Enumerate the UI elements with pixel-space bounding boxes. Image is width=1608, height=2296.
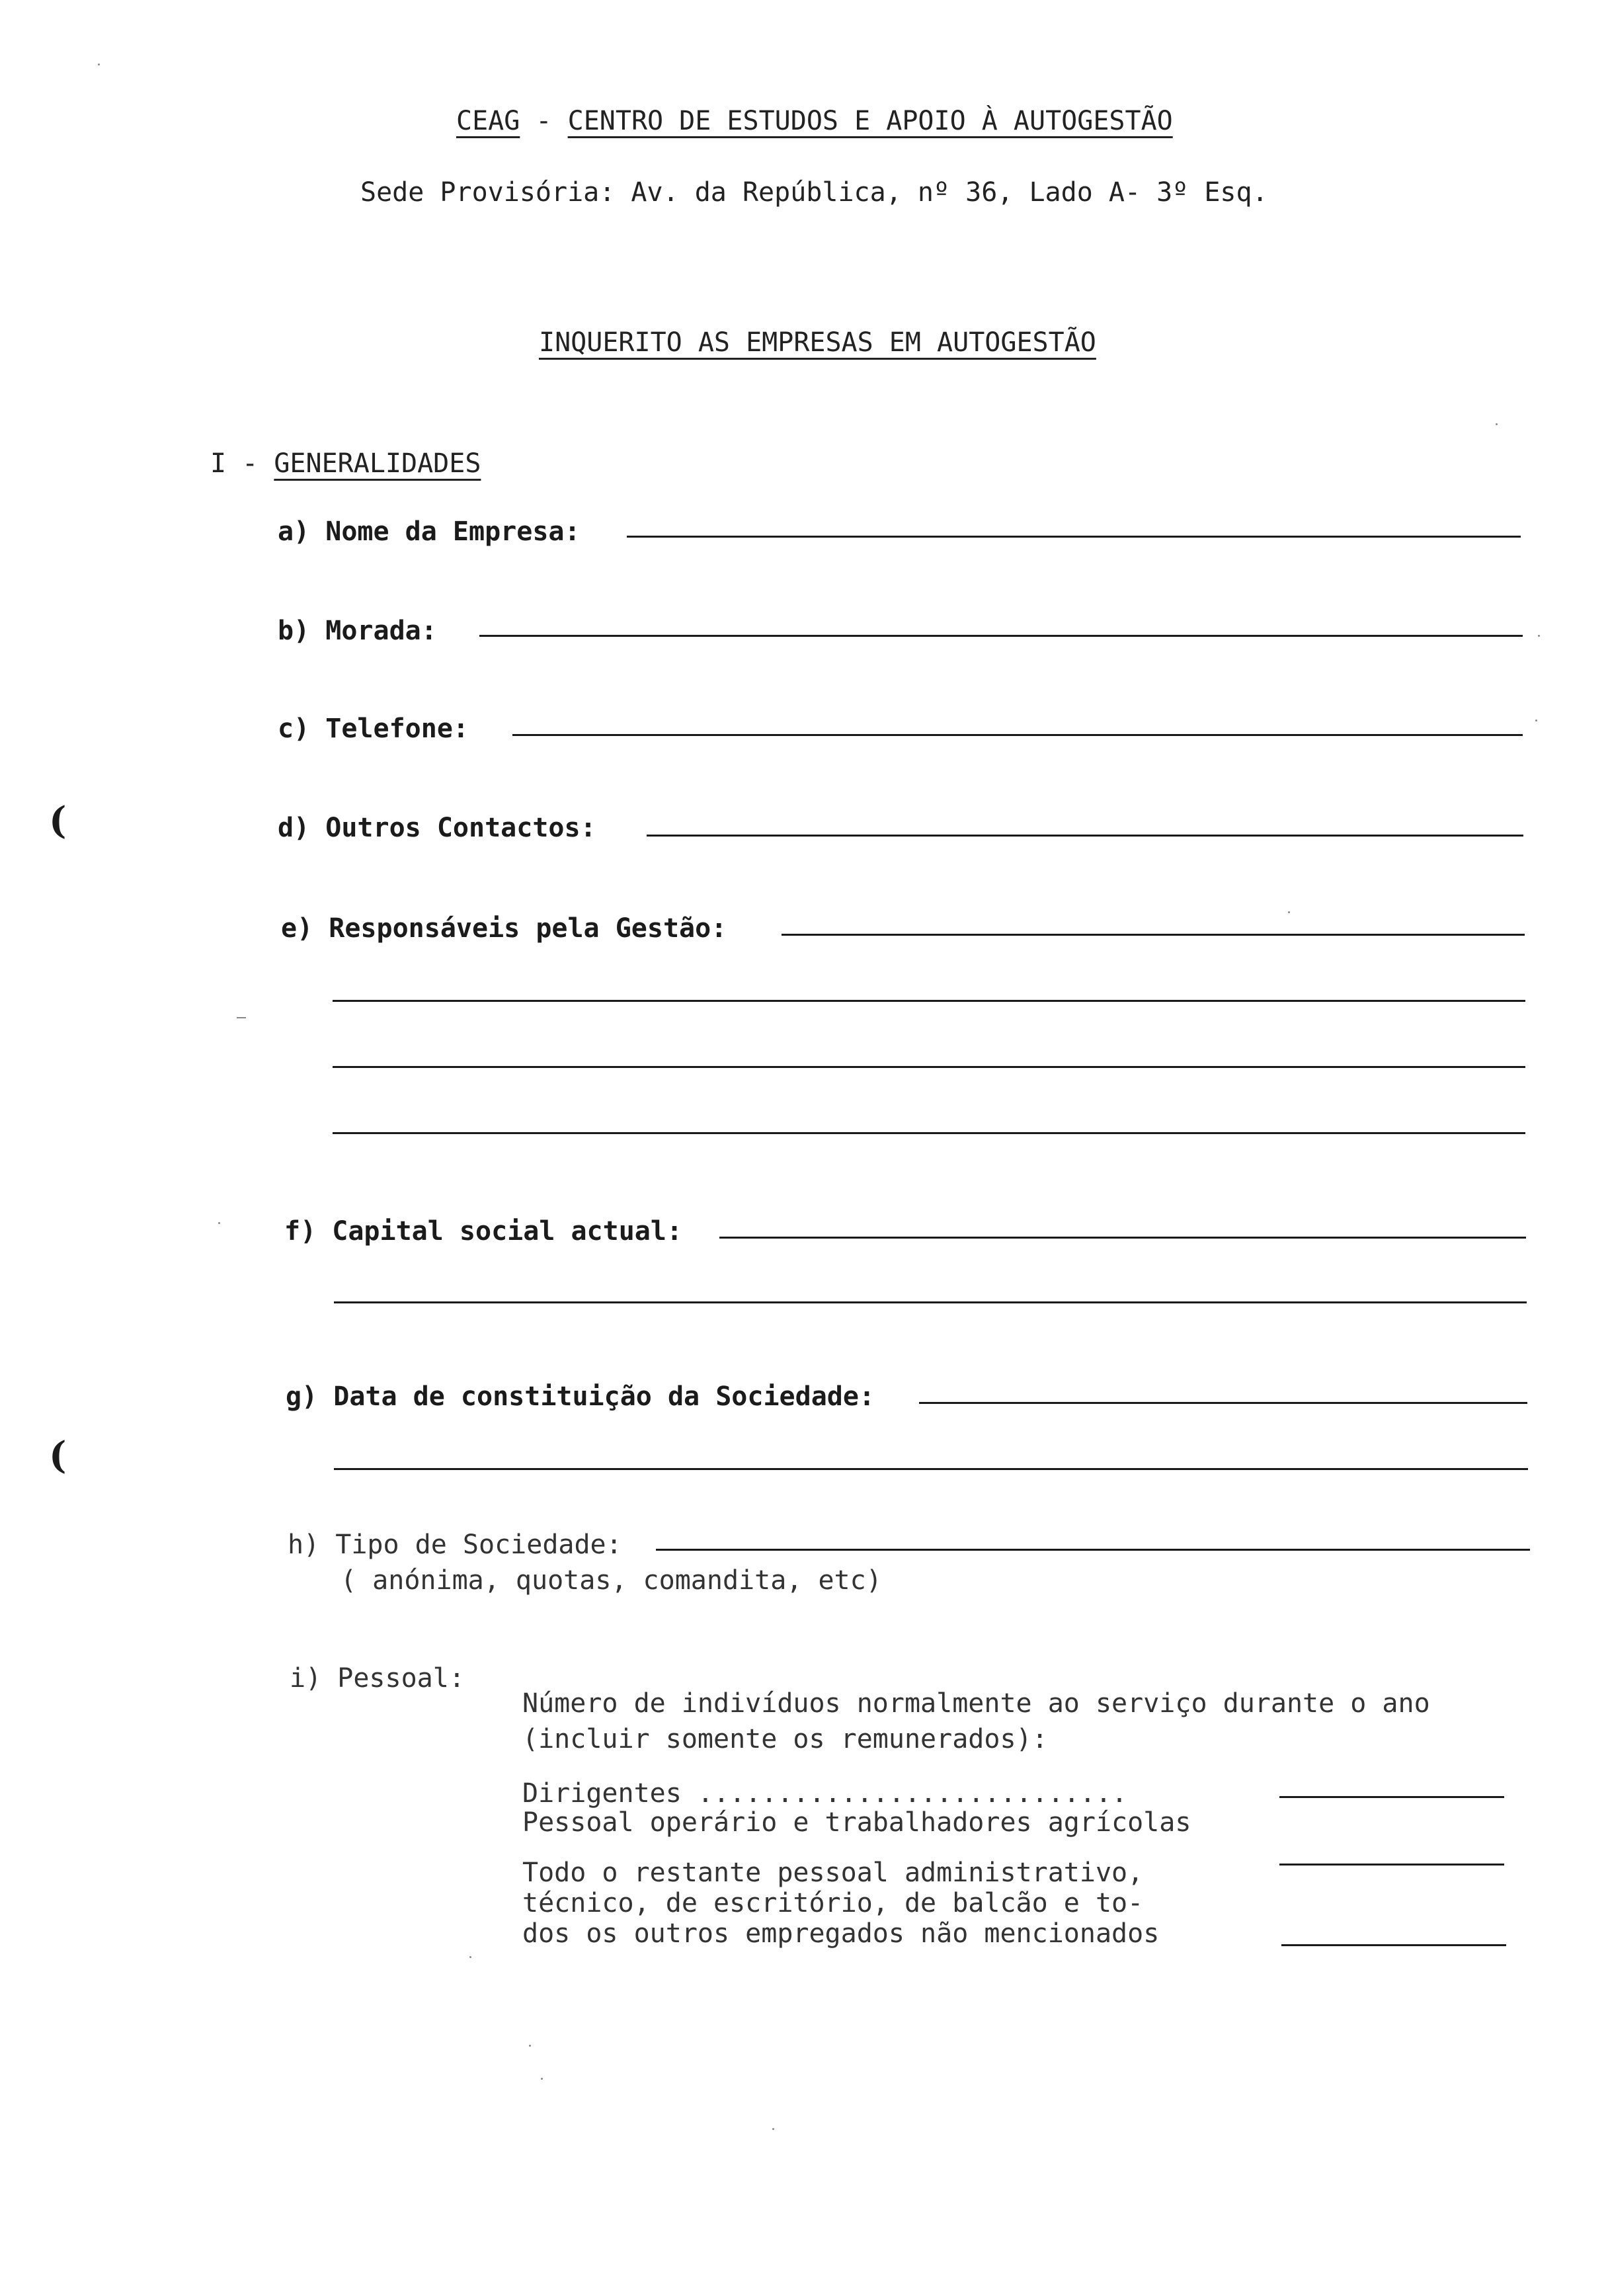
phone-field[interactable] (512, 734, 1523, 736)
margin-mark-2: ( (49, 1434, 67, 1477)
org-full-name: CENTRO DE ESTUDOS E APOIO À AUTOGESTÃO (567, 106, 1173, 136)
section-heading (210, 448, 481, 479)
managers-field-1[interactable] (782, 934, 1525, 936)
header-line (456, 106, 1173, 136)
managers-field-2[interactable] (333, 1000, 1525, 1002)
scan-speck (529, 2045, 531, 2047)
field-label-founding-date: g) Data de constituição da Sociedade: (286, 1381, 875, 1412)
capital-field-1[interactable] (719, 1237, 1526, 1239)
address-field[interactable] (479, 635, 1523, 637)
field-label-capital: f) Capital social actual: (284, 1216, 683, 1247)
founding-date-field-1[interactable] (919, 1402, 1527, 1404)
field-label-phone: c) Telefone: (278, 714, 469, 744)
header-dash: - (536, 106, 552, 136)
scan-speck (237, 1017, 246, 1018)
scan-speck (541, 2078, 543, 2080)
scan-speck (469, 1956, 471, 1958)
scan-speck (1535, 719, 1537, 721)
managers-field-3[interactable] (333, 1066, 1525, 1068)
field-label-other-contacts: d) Outros Contactos: (278, 813, 596, 843)
staff-other-field[interactable] (1281, 1944, 1506, 1946)
scan-speck (1288, 911, 1290, 913)
staff-managers-label: Dirigentes ........................... (522, 1778, 1128, 1809)
managers-field-4[interactable] (333, 1132, 1525, 1134)
staff-intro-line-1: Número de indivíduos normalmente ao serviço durante o ano (522, 1688, 1430, 1719)
scan-speck (772, 2128, 774, 2130)
staff-managers-field[interactable] (1279, 1796, 1504, 1798)
form-title: INQUERITO AS EMPRESAS EM AUTOGESTÃO (539, 327, 1096, 358)
capital-field-2[interactable] (334, 1301, 1527, 1303)
field-label-company-name: a) Nome da Empresa: (278, 516, 581, 547)
other-contacts-field[interactable] (647, 835, 1523, 837)
company-type-field[interactable] (656, 1549, 1530, 1551)
scan-speck (218, 1222, 220, 1224)
staff-workers-label: Pessoal operário e trabalhadores agrícolas (522, 1807, 1191, 1838)
staff-other-label-2: técnico, de escritório, de balcão e to- (522, 1888, 1144, 1918)
margin-mark-1: ( (49, 799, 67, 842)
field-label-staff: i) Pessoal: (290, 1663, 465, 1694)
field-label-company-type: h) Tipo de Sociedade: (288, 1530, 622, 1560)
staff-workers-field[interactable] (1279, 1864, 1504, 1866)
section-number: I - (210, 448, 259, 479)
company-name-field[interactable] (627, 536, 1521, 538)
org-acronym: CEAG (456, 106, 520, 136)
field-label-address: b) Morada: (278, 616, 437, 646)
field-label-managers: e) Responsáveis pela Gestão: (281, 913, 727, 944)
section-name: GENERALIDADES (274, 448, 481, 479)
address: Sede Provisória: Av. da República, nº 36, Lado A- 3º Esq. (360, 177, 1268, 208)
scan-speck (1496, 423, 1498, 425)
founding-date-field-2[interactable] (334, 1468, 1528, 1470)
staff-other-label-1: Todo o restante pessoal administrativo, (522, 1858, 1144, 1888)
staff-other-label-3: dos os outros empregados não mencionados (522, 1918, 1160, 1949)
company-type-hint: ( anónima, quotas, comandita, etc) (341, 1565, 882, 1596)
scan-speck (1538, 635, 1540, 637)
staff-intro-line-2: (incluir somente os remunerados): (522, 1724, 1048, 1754)
scan-speck (98, 63, 100, 65)
